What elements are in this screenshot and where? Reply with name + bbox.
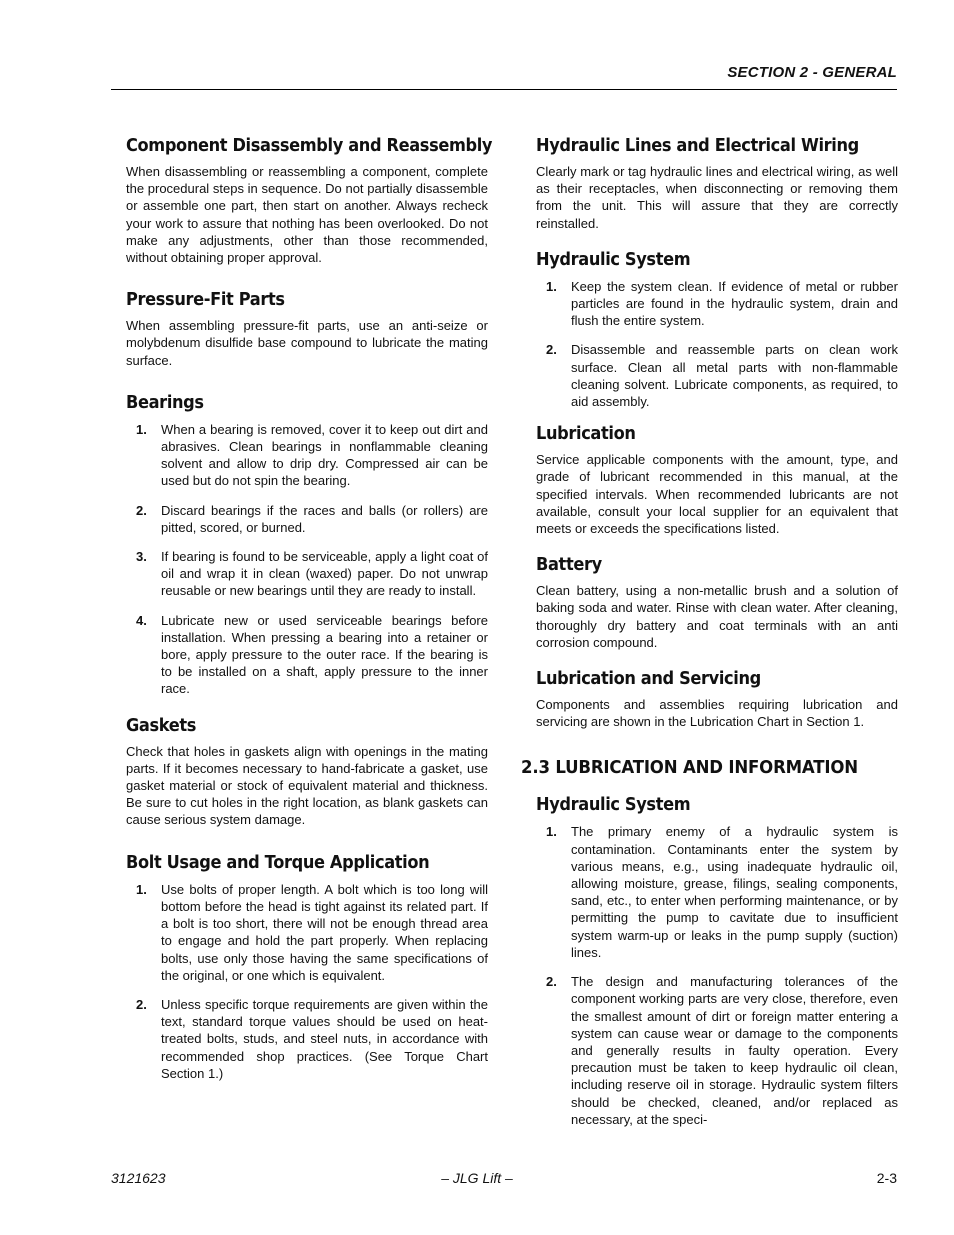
item-text: The primary enemy of a hydraulic system is contamination. Contaminants enter the system by various means, e.g., using inadequate hydraulic oil, allowing moisture, grease, filings, sealing components, sand, etc., to enter when performing maintenance, or by permitting the pump to cavitate due to insufficient system warm-up or leaks in the pump supply (suction) lines.	[571, 824, 898, 960]
gaskets-section	[126, 714, 488, 829]
item-text: The design and manufacturing tolerances of the component working parts are very close, therefore, even the smallest amount of dirt or foreign matter entering a system can cause wear or damage to the components and generally results in faulty operation. Every precaution must be taken to keep hydraulic oil clean, including reserve oil in storage. Hydraulic system filters should be checked, cleaned, and/or replaced as necessary, at the speci-	[571, 974, 898, 1127]
section-2-3-heading: 2.3 LUBRICATION AND INFORMATION	[521, 757, 858, 779]
hydraulic-system-section	[536, 248, 898, 410]
item-number: 1.	[546, 278, 557, 294]
item-text: If bearing is found to be serviceable, apply a light coat of oil and wrap it in clean (waxed) paper. Do not unwrap reusable or new bearings until they are ready to install.	[161, 549, 488, 599]
hydraulic-system-list	[536, 278, 898, 410]
pressure-fit-heading: Pressure-Fit Parts	[126, 289, 285, 311]
item-number: 2.	[546, 342, 557, 358]
list-item	[126, 996, 488, 1082]
pressure-fit-section	[126, 288, 488, 369]
list-item	[536, 278, 898, 330]
footer-brand: – JLG Lift –	[441, 1170, 513, 1186]
list-item	[536, 973, 898, 1128]
lube-servicing-section	[536, 667, 898, 730]
section-title: SECTION 2 - GENERAL	[727, 64, 897, 81]
bearings-section	[126, 391, 488, 698]
list-item	[126, 502, 488, 536]
list-item	[126, 548, 488, 600]
list-item	[126, 881, 488, 984]
item-number: 1.	[136, 421, 147, 437]
hydraulic-system-2-list	[536, 823, 898, 1127]
bolt-list	[126, 881, 488, 1082]
item-number: 1.	[136, 881, 147, 897]
hydraulic-system-heading: Hydraulic System	[536, 248, 691, 270]
item-text: Keep the system clean. If evidence of metal or rubber particles are found in the hydraulic system, drain and flush the entire system.	[571, 278, 898, 329]
pressure-fit-text: When assembling pressure-fit parts, use an anti-seize or molybdenum disulfide base compound to lubricate the mating surface.	[126, 318, 488, 368]
bearings-list	[126, 421, 488, 698]
right-column	[521, 134, 898, 1144]
battery-heading: Battery	[536, 554, 602, 576]
item-text: Lubricate new or used serviceable bearings before installation. When pressing a bearing into a retainer or bore, apply pressure to the outer race. If the bearing is to be installed on a shaft, apply pressure to the inner race.	[161, 612, 488, 697]
gaskets-text: Check that holes in gaskets align with openings in the mating parts. If it becomes necessary to hand-fabricate a gasket, use gasket material or stock of equivalent material and thickness. Be sure to cut holes in the right location, as blank gaskets can cause serious system damage.	[126, 743, 488, 828]
list-item	[126, 612, 488, 698]
component-text: When disassembling or reassembling a component, complete the procedural steps in sequence. Do not partially disassemble or assemble one part, then start on another. Always recheck your work to assure that nothing has been overlooked. Do not make any adjustments, other than those recommended, without obtaining proper approval.	[126, 164, 488, 266]
hydraulic-lines-section	[536, 134, 898, 232]
item-number: 1.	[546, 824, 557, 840]
component-section	[126, 134, 493, 266]
hydraulic-lines-heading: Hydraulic Lines and Electrical Wiring	[536, 135, 859, 156]
page-number: 2-3	[876, 1170, 897, 1186]
bolt-section	[126, 851, 488, 1082]
bolt-heading: Bolt Usage and Torque Application	[126, 851, 430, 873]
component-heading: Component Disassembly and Reassembly	[126, 135, 493, 156]
battery-section	[536, 553, 898, 651]
item-text: Discard bearings if the races and balls (or rollers) are pitted, scored, or burned.	[161, 502, 488, 535]
item-number: 2.	[546, 974, 557, 990]
item-number: 2.	[136, 502, 147, 518]
item-number: 2.	[136, 996, 147, 1012]
item-number: 3.	[136, 549, 147, 565]
header-rule	[111, 89, 897, 90]
lubrication-section	[536, 422, 898, 537]
item-text: When a bearing is removed, cover it to keep out dirt and abrasives. Clean bearings in nonflammable cleaning solvent and allow to drip dry. Compressed air can be used but do not spin the bearing.	[161, 421, 488, 489]
lubrication-heading: Lubrication	[536, 423, 636, 445]
lubrication-text: Service applicable components with the amount, type, and grade of lubricant recommended in this manual, at the specified intervals. When recommended lubricants are not available, consult your local supplier for an equivalent that meets or exceeds the specifications listed.	[536, 452, 898, 537]
item-text: Disassemble and reassemble parts on clean work surface. Clean all metal parts with non-flammable cleaning solvent. Lubricate components, as required, to aid assembly.	[571, 342, 898, 410]
item-text: Use bolts of proper length. A bolt which is too long will bottom before the head is tight against its related part. If a bolt is too short, there will not be enough thread area to engage and hold the part properly. When replacing bolts, use only those having the same specifications of the original, or one which is equivalent.	[161, 881, 488, 983]
item-text: Unless specific torque requirements are given within the text, standard torque values should be used on heat-treated bolts, studs, and steel nuts, in accordance with recommended shop practices. (See Torque Chart Section 1.)	[161, 996, 488, 1081]
item-number: 4.	[136, 612, 147, 628]
hydraulic-system-2-section	[536, 793, 898, 1127]
hydraulic-system-2-heading: Hydraulic System	[536, 794, 691, 816]
lube-servicing-text: Components and assemblies requiring lubrication and servicing are shown in the Lubrication Chart in Section 1.	[536, 697, 898, 730]
list-item	[536, 341, 898, 410]
gaskets-heading: Gaskets	[126, 714, 197, 736]
lube-servicing-heading: Lubrication and Servicing	[536, 668, 761, 690]
bearings-heading: Bearings	[126, 391, 204, 413]
battery-text: Clean battery, using a non-metallic brush and a solution of baking soda and water. Rinse with clean water. After cleaning, thoroughly dry battery and coat terminals with an anti corrosion compound.	[536, 583, 898, 650]
left-column	[126, 134, 493, 1098]
doc-number: 3121623	[111, 1170, 166, 1186]
hydraulic-lines-text: Clearly mark or tag hydraulic lines and electrical wiring, as well as their receptacles, when disconnecting or removing them from the unit. This will assure that they are correctly reinstalled.	[536, 164, 898, 231]
list-item	[126, 421, 488, 490]
list-item	[536, 823, 898, 961]
